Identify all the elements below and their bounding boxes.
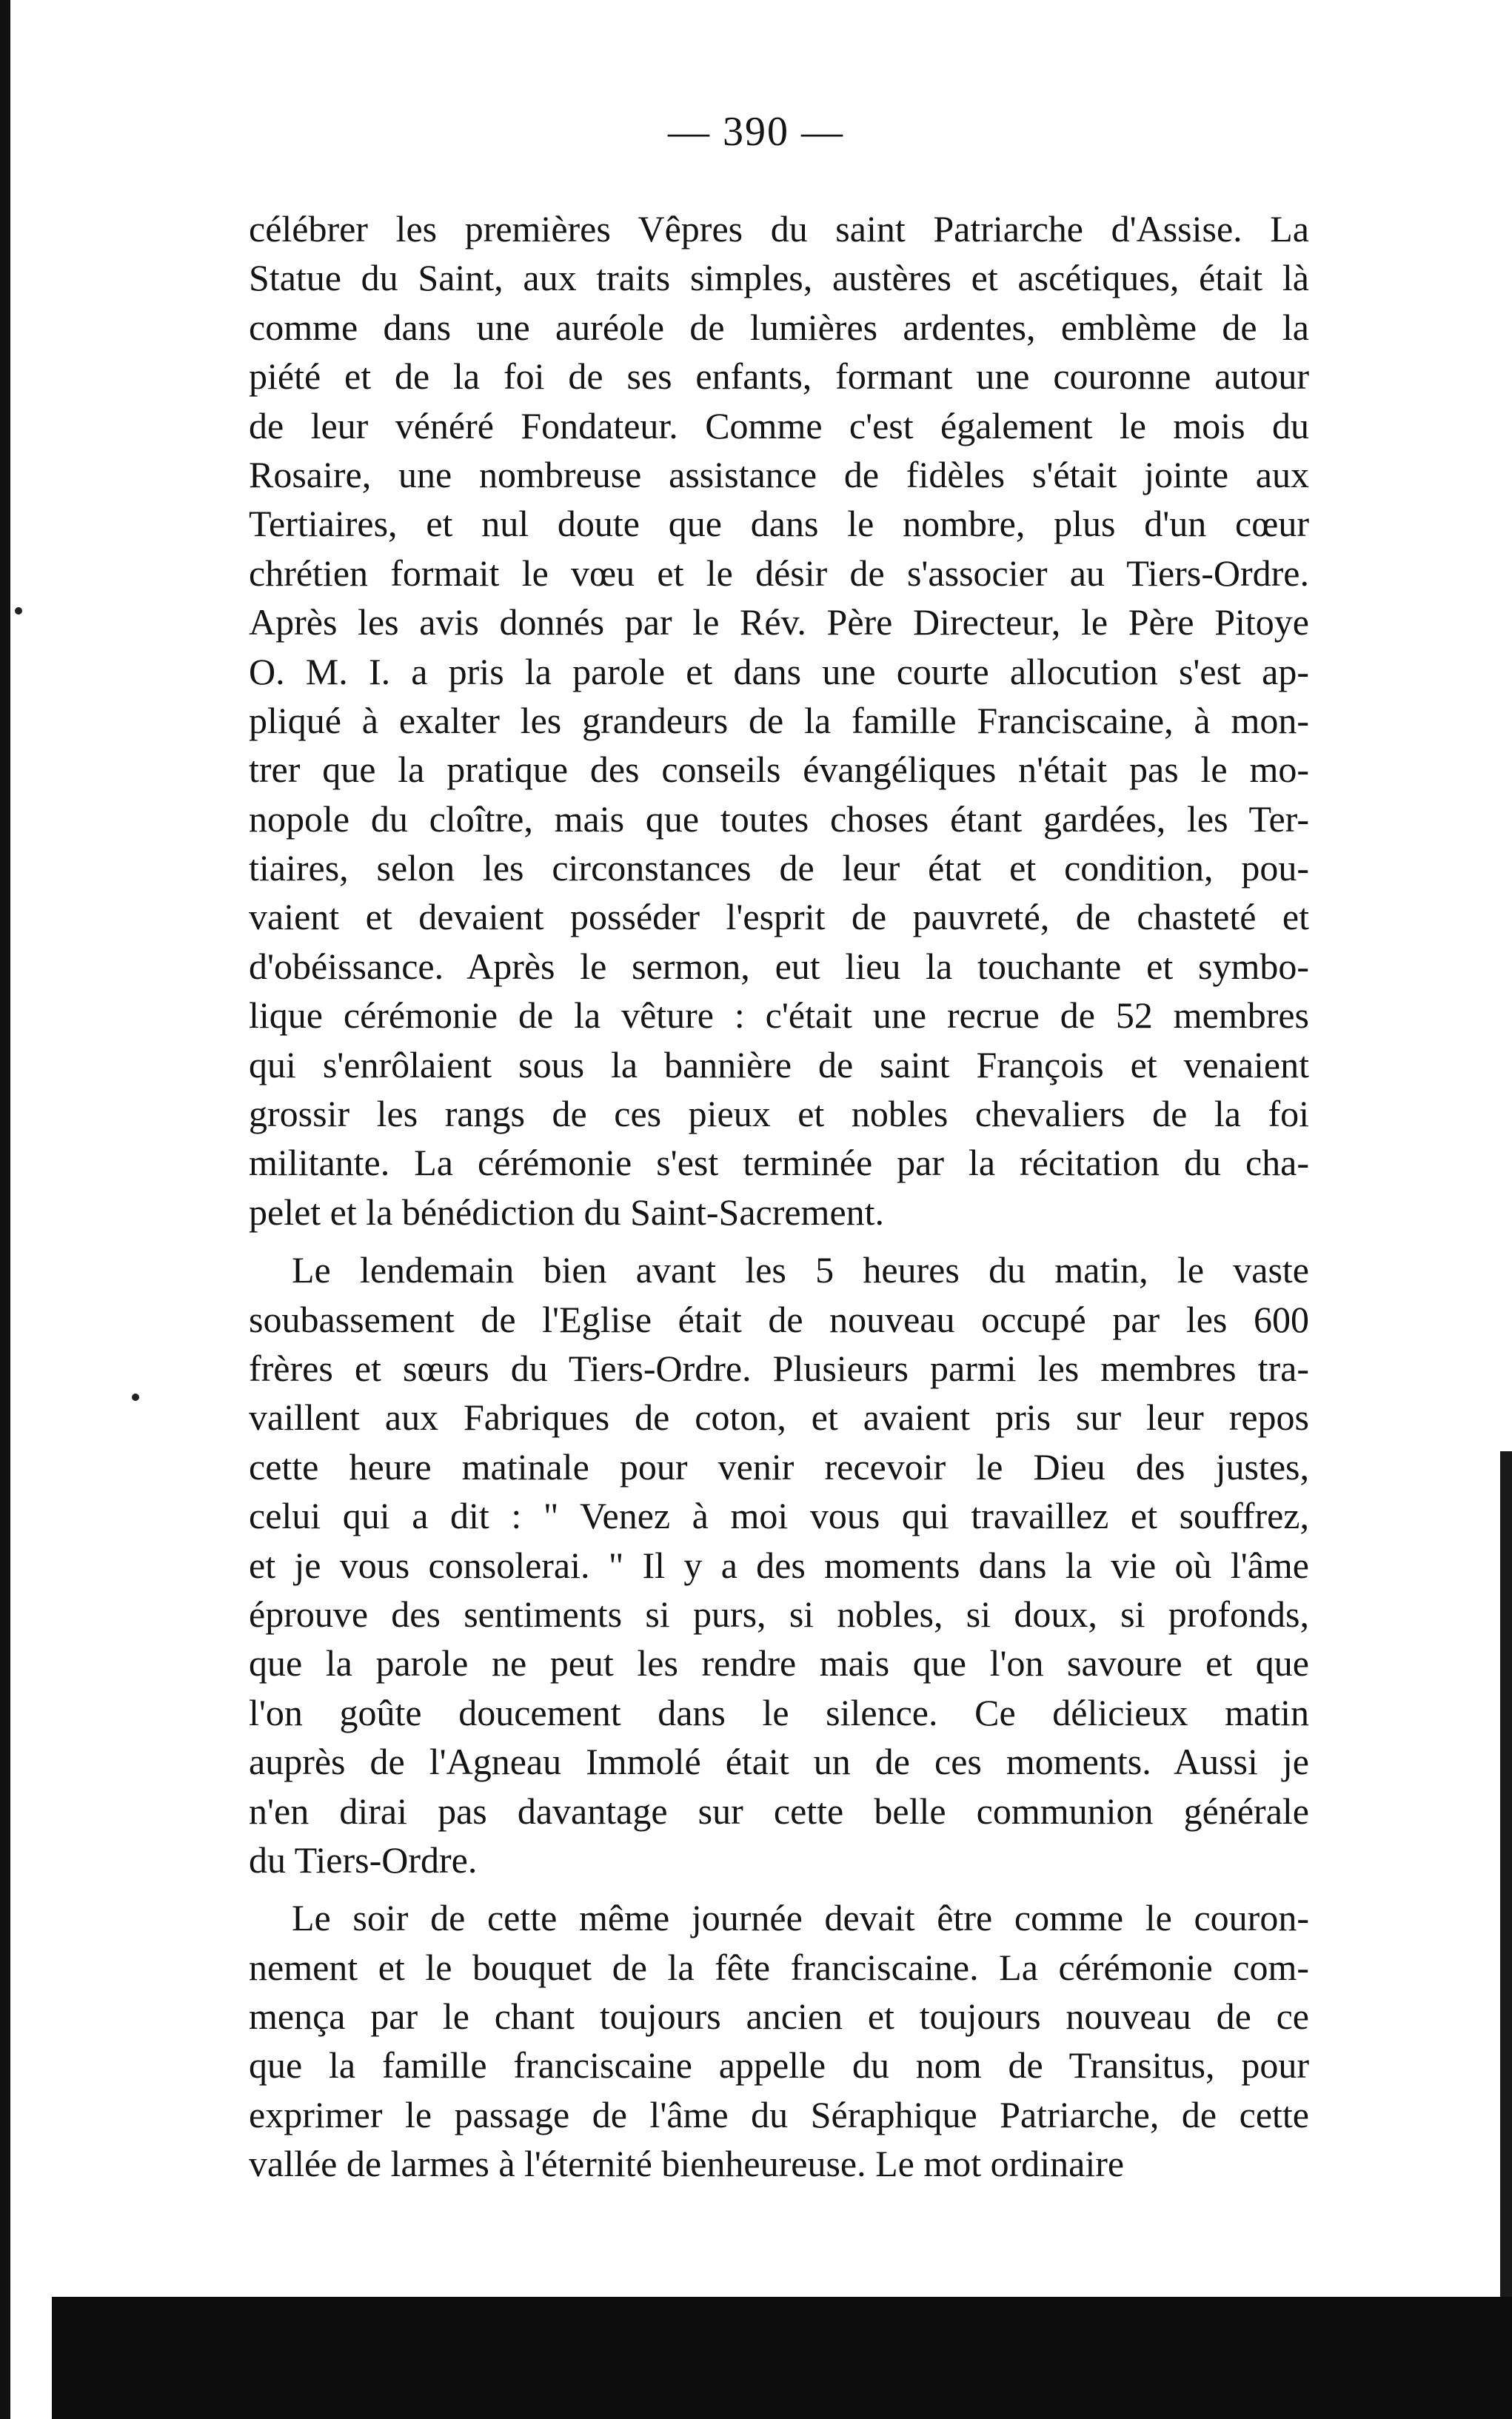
text-line: éprouve des sentiments si purs, si nobles, si doux, si profonds, — [249, 1593, 1309, 1635]
text-line: Le lendemain bien avant les 5 heures du matin, le vaste — [292, 1249, 1309, 1291]
scan-bottom-border — [52, 2297, 1512, 2419]
paragraph — [249, 1893, 1309, 2188]
scan-speck — [132, 1393, 139, 1401]
scan-left-border — [0, 0, 10, 2419]
paragraph — [249, 1245, 1309, 1884]
text-line: chrétien formait le vœu et le désir de s'associer au Tiers-Ordre. — [249, 552, 1309, 594]
text-line: O. M. I. a pris la parole et dans une courte allocution s'est ap- — [249, 650, 1309, 692]
text-line: piété et de la foi de ses enfants, formant une couronne autour — [249, 355, 1309, 398]
text-line: Statue du Saint, aux traits simples, austères et ascétiques, était là — [249, 257, 1309, 299]
text-line: pelet et la bénédiction du Saint-Sacrement. — [249, 1191, 885, 1233]
text-line: celui qui a dit : " Venez à moi vous qui travaillez et souffrez, — [249, 1495, 1309, 1537]
paragraph — [249, 204, 1309, 1237]
paragraph-gap — [249, 1237, 1309, 1245]
text-line: Après les avis donnés par le Rév. Père Directeur, le Père Pitoye — [249, 601, 1309, 643]
text-line: militante. La cérémonie s'est terminée par la récitation du cha- — [249, 1142, 1309, 1184]
text-line: grossir les rangs de ces pieux et nobles chevaliers de la foi — [249, 1093, 1309, 1135]
text-line: de leur vénéré Fondateur. Comme c'est également le mois du — [249, 404, 1309, 446]
text-line: trer que la pratique des conseils évangéliques n'était pas le mo- — [249, 749, 1309, 791]
text-line: que la famille franciscaine appelle du nom de Transitus, pour — [249, 2044, 1309, 2087]
text-line: Rosaire, une nombreuse assistance de fidèles s'était jointe aux — [249, 453, 1309, 495]
text-line: célébrer les premières Vêpres du saint Patriarche d'Assise. La — [249, 208, 1309, 250]
text-line: frères et sœurs du Tiers-Ordre. Plusieurs parmi les membres tra- — [249, 1347, 1309, 1389]
text-line: Tertiaires, et nul doute que dans le nombre, plus d'un cœur — [249, 503, 1309, 545]
text-line: d'obéissance. Après le sermon, eut lieu la touchante et symbo- — [249, 945, 1309, 987]
text-line: vaient et devaient posséder l'esprit de pauvreté, de chasteté et — [249, 896, 1309, 938]
text-line: Le soir de cette même journée devait être comme le couron- — [292, 1897, 1309, 1939]
text-line: l'on goûte doucement dans le silence. Ce délicieux matin — [249, 1691, 1309, 1733]
page-number: — 390 — — [668, 109, 844, 155]
text-line: que la parole ne peut les rendre mais que l'on savoure et que — [249, 1642, 1309, 1684]
text-line: nement et le bouquet de la fête franciscaine. La cérémonie com- — [249, 1946, 1309, 1988]
scan-speck — [15, 607, 22, 615]
paragraph-gap — [249, 1884, 1309, 1893]
scan-right-edge — [1500, 1451, 1512, 2297]
text-line: comme dans une auréole de lumières ardentes, emblème de la — [249, 306, 1309, 348]
text-line: cette heure matinale pour venir recevoir le Dieu des justes, — [249, 1445, 1309, 1488]
text-line: tiaires, selon les circonstances de leur état et condition, pou- — [249, 847, 1309, 889]
text-line: vaillent aux Fabriques de coton, et avaient pris sur leur repos — [249, 1396, 1309, 1439]
text-line: exprimer le passage de l'âme du Séraphique Patriarche, de cette — [249, 2093, 1309, 2135]
text-line: n'en dirai pas davantage sur cette belle communion générale — [249, 1790, 1309, 1832]
text-line: qui s'enrôlaient sous la bannière de saint François et venaient — [249, 1043, 1309, 1085]
text-line: pliqué à exalter les grandeurs de la famille Franciscaine, à mon- — [249, 699, 1309, 741]
text-line: auprès de l'Agneau Immolé était un de ces moments. Aussi je — [249, 1741, 1309, 1783]
text-line: et je vous consolerai. " Il y a des moments dans la vie où l'âme — [249, 1544, 1309, 1586]
text-line: vallée de larmes à l'éternité bienheureuse. Le mot ordinaire — [249, 2143, 1125, 2185]
text-line: nopole du cloître, mais que toutes choses étant gardées, les Ter- — [249, 797, 1309, 840]
text-line: du Tiers-Ordre. — [249, 1838, 478, 1881]
text-line: soubassement de l'Eglise était de nouveau occupé par les 600 — [249, 1298, 1309, 1340]
body-text — [249, 204, 1309, 2189]
text-line: mença par le chant toujours ancien et toujours nouveau de ce — [249, 1995, 1309, 2038]
text-line: lique cérémonie de la vêture : c'était une recrue de 52 membres — [249, 994, 1309, 1037]
